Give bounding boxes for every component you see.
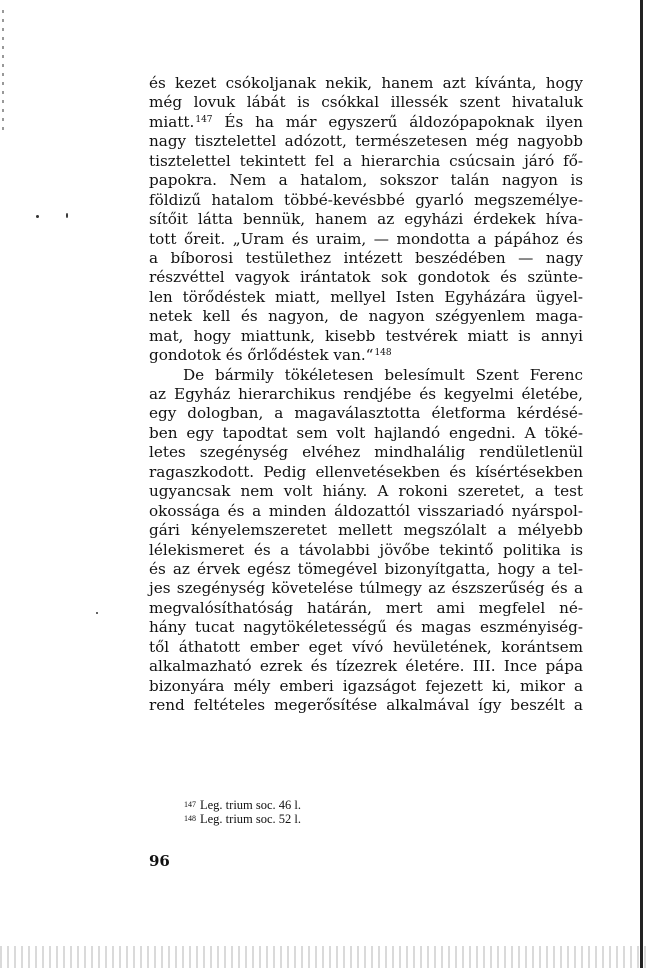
footnote-text: Leg. trium soc. 46 l. [200,798,302,812]
footnote-number: 148 [184,814,196,823]
text-line-content: az Egyház hierarchikus rendjébe és kegyelmi életébe, [149,385,583,403]
text-line-content: részvéttel vagyok irántatok sok gondotok és szünte- [149,268,583,287]
text-line [149,677,583,696]
text-line [149,657,583,676]
body-text [149,74,583,715]
text-line-content: okossága és a minden áldozattól visszariadó nyárspol- [149,501,583,520]
scan-speck [96,612,98,614]
text-line [149,366,583,385]
text-line-content: még lovuk lábát is csókkal illessék szent hivataluk [149,93,583,112]
text-line-content: sítőit látta bennük, hanem az egyházi érdekek híva- [149,210,583,229]
footnote-number: 147 [184,800,196,809]
text-line [149,541,583,560]
scan-speck [66,213,68,218]
text-line [149,463,583,482]
text-line-content: miatt. [149,112,195,131]
text-line [149,210,583,229]
footnote [184,798,301,812]
text-line-content: De bármily tökéletesen belesímult Szent Ferenc [183,365,583,384]
text-line [149,599,583,618]
text-line-content: és kezet csókoljanak nekik, hanem azt kívánta, hogy [149,74,583,92]
scan-edge-left [2,10,4,130]
text-line-content: jes szegénység követelése túlmegy az észszerűség és a [149,579,583,598]
text-line-content: netek kell és nagyon, de nagyon szégyenlem maga- [149,307,583,326]
scan-edge-right [640,0,643,968]
text-line-content: egy dologban, a magaválasztotta életforma kérdésé- [149,404,583,423]
text-line [149,560,583,579]
text-line-content: gondotok és őrlődéstek van.“ [149,346,374,365]
text-line [149,113,583,132]
text-line [149,171,583,190]
text-line [149,521,583,540]
text-line [149,696,583,715]
text-line [149,191,583,210]
page-number: 96 [149,852,170,870]
text-line-content: hány tucat nagytökéletességű és magas eszményiség- [149,618,583,637]
text-line [149,93,583,112]
text-line-content: alkalmazható ezrek és tízezrek életére. III. Ince pápa [149,657,583,676]
text-line [149,230,583,249]
text-line-content: len törődéstek miatt, mellyel Isten Egyházára ügyel- [149,287,583,306]
text-line-content: megvalósíthatóság határán, mert ami megfelel né- [149,598,583,617]
text-line [149,268,583,287]
text-line-content: mat, hogy miattunk, kisebb testvérek miatt is annyi [149,326,583,345]
footnotes [184,798,301,826]
footnote [184,812,301,826]
text-line-content: től áthatott ember eget vívó hevületének, korántsem [149,637,583,656]
text-line-content: lélekismeret és a távolabbi jövőbe tekintő politika is [149,540,583,559]
text-line-content: tott őreit. „Uram és uraim, — mondotta a pápához és [149,229,583,248]
text-line [149,502,583,521]
text-line-content: tisztelettel tekintett fel a hierarchia csúcsain járó fő- [149,151,583,170]
text-line [149,132,583,151]
text-line-content: ugyancsak nem volt hiány. A rokoni szeretet, a test [149,482,583,501]
text-line-content: ragaszkodott. Pedig ellenvetésekben és kísértésekben [149,462,583,481]
text-line [149,385,583,404]
text-line-content: bizonyára mély emberi igazságot fejezett ki, mikor a [149,676,583,695]
text-line [149,288,583,307]
text-line-content: papokra. Nem a hatalom, sokszor talán nagyon is [149,171,583,190]
text-line [149,74,583,93]
footnote-reference: 148 [374,348,392,359]
text-line-content: a bíborosi testülethez intézett beszédében — nagy [149,248,583,267]
text-line-content: földizű hatalom többé-kevésbbé gyarló megszemélye- [149,190,583,209]
text-line [149,404,583,423]
text-line [149,424,583,443]
text-line [149,249,583,268]
text-line [149,327,583,346]
scan-edge-bottom [0,946,651,968]
footnote-text: Leg. trium soc. 52 l. [200,812,302,826]
text-line [149,307,583,326]
text-line [149,618,583,637]
text-line-content: és az érvek egész tömegével bizonyítgatta, hogy a tel- [149,559,583,578]
text-line [149,638,583,657]
text-line [149,346,583,365]
text-line-content: letes szegénység elvéhez mindhalálig rendületlenül [149,443,583,462]
text-line-continuation: És ha már egyszerű áldozópapoknak ilyen [212,112,583,131]
text-line [149,579,583,598]
text-line-content: ben egy tapodtat sem volt hajlandó engedni. A töké- [149,423,583,442]
text-line-content: nagy tisztelettel adózott, természetesen még nagyobb [149,132,583,151]
text-line [149,482,583,501]
text-line [149,152,583,171]
text-line-content: rend feltételes megerősítése alkalmával így beszélt a [149,696,583,714]
text-line-content: gári kényelemszeretet mellett megszólalt a mélyebb [149,521,583,540]
footnote-reference: 147 [195,114,213,125]
text-line [149,443,583,462]
scan-speck [36,215,39,218]
